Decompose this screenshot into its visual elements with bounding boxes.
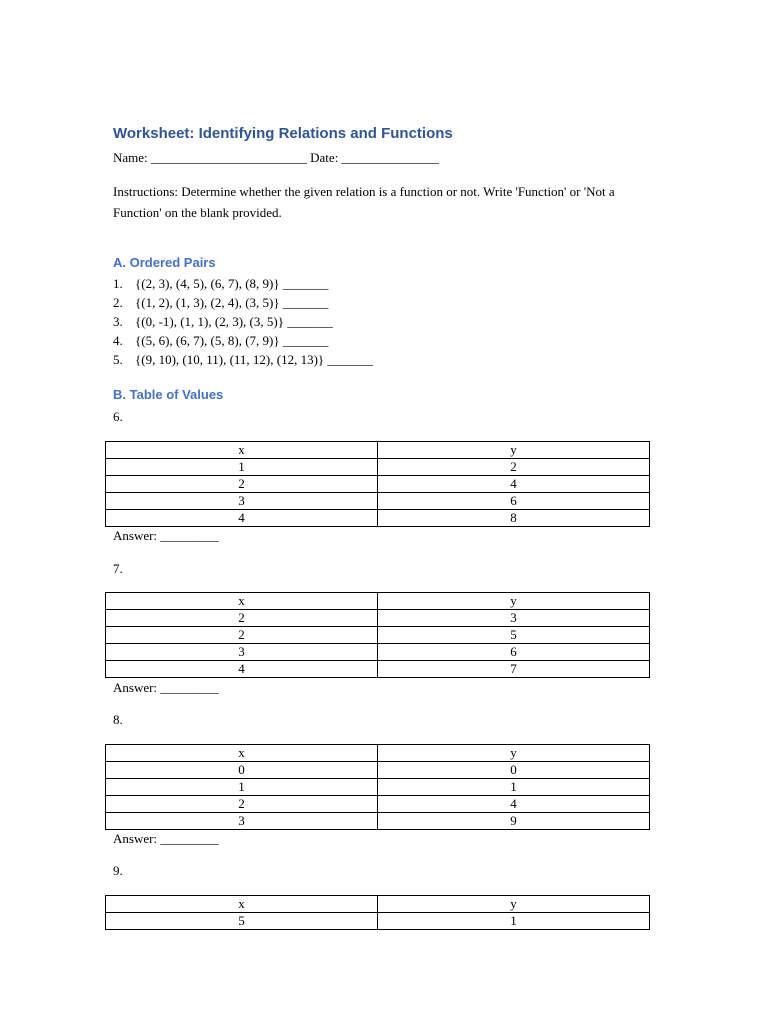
list-item bbox=[113, 314, 333, 330]
list-item bbox=[113, 276, 328, 292]
table-row bbox=[106, 661, 650, 678]
table-row bbox=[106, 813, 650, 830]
cell-x: 1 bbox=[106, 779, 378, 796]
table-8-label: 8. bbox=[113, 712, 123, 727]
cell-x: 4 bbox=[106, 661, 378, 678]
cell-x: 3 bbox=[106, 813, 378, 830]
cell-x: 0 bbox=[106, 762, 378, 779]
table-row bbox=[106, 779, 650, 796]
cell-x: 2 bbox=[106, 796, 378, 813]
header-x: x bbox=[106, 745, 378, 762]
cell-y: 1 bbox=[378, 779, 650, 796]
section-a-heading: A. Ordered Pairs bbox=[113, 255, 216, 270]
cell-y: 4 bbox=[378, 796, 650, 813]
table-row bbox=[106, 762, 650, 779]
table-row bbox=[106, 610, 650, 627]
table-row bbox=[106, 644, 650, 661]
table-7 bbox=[105, 592, 650, 678]
cell-x: 2 bbox=[106, 610, 378, 627]
cell-x: 2 bbox=[106, 476, 378, 493]
item-text: {(5, 6), (6, 7), (5, 8), (7, 9)} _______ bbox=[135, 333, 329, 348]
table-9 bbox=[105, 895, 650, 930]
cell-x: 4 bbox=[106, 510, 378, 527]
table-row bbox=[106, 510, 650, 527]
instructions-text: Instructions: Determine whether the given relation is a function or not. Write 'Function' or 'Not a Function' on the blank provided. bbox=[113, 184, 615, 220]
item-number: 3. bbox=[113, 314, 123, 329]
item-number: 4. bbox=[113, 333, 123, 348]
list-item bbox=[113, 333, 328, 349]
table-row bbox=[106, 476, 650, 493]
cell-y: 6 bbox=[378, 493, 650, 510]
header-y: y bbox=[378, 593, 650, 610]
cell-y: 1 bbox=[378, 913, 650, 930]
cell-y: 0 bbox=[378, 762, 650, 779]
section-b-heading: B. Table of Values bbox=[113, 387, 224, 402]
name-date-line: Name: ________________________ Date: _______________ bbox=[113, 150, 440, 165]
cell-x: 3 bbox=[106, 493, 378, 510]
item-text: {(0, -1), (1, 1), (2, 3), (3, 5)} _______ bbox=[135, 314, 333, 329]
table-header-row bbox=[106, 442, 650, 459]
header-x: x bbox=[106, 896, 378, 913]
answer-line-7: Answer: _________ bbox=[113, 680, 219, 695]
header-y: y bbox=[378, 745, 650, 762]
cell-x: 5 bbox=[106, 913, 378, 930]
table-row bbox=[106, 493, 650, 510]
table-row bbox=[106, 459, 650, 476]
item-number: 1. bbox=[113, 276, 123, 291]
cell-y: 5 bbox=[378, 627, 650, 644]
table-row bbox=[106, 627, 650, 644]
cell-x: 2 bbox=[106, 627, 378, 644]
cell-y: 2 bbox=[378, 459, 650, 476]
header-y: y bbox=[378, 896, 650, 913]
worksheet-title: Worksheet: Identifying Relations and Functions bbox=[113, 125, 453, 142]
item-text: {(2, 3), (4, 5), (6, 7), (8, 9)} _______ bbox=[135, 276, 329, 291]
item-text: {(1, 2), (1, 3), (2, 4), (3, 5)} _______ bbox=[135, 295, 329, 310]
cell-x: 1 bbox=[106, 459, 378, 476]
item-number: 2. bbox=[113, 295, 123, 310]
table-6 bbox=[105, 441, 650, 527]
header-x: x bbox=[106, 593, 378, 610]
table-6-label: 6. bbox=[113, 409, 123, 424]
table-header-row bbox=[106, 593, 650, 610]
cell-y: 4 bbox=[378, 476, 650, 493]
cell-y: 3 bbox=[378, 610, 650, 627]
header-x: x bbox=[106, 442, 378, 459]
list-item bbox=[113, 295, 328, 311]
cell-y: 7 bbox=[378, 661, 650, 678]
table-8 bbox=[105, 744, 650, 830]
cell-x: 3 bbox=[106, 644, 378, 661]
answer-line-6: Answer: _________ bbox=[113, 528, 219, 543]
header-y: y bbox=[378, 442, 650, 459]
list-item bbox=[113, 352, 373, 368]
cell-y: 9 bbox=[378, 813, 650, 830]
item-number: 5. bbox=[113, 352, 123, 367]
table-9-label: 9. bbox=[113, 863, 123, 878]
table-header-row bbox=[106, 896, 650, 913]
answer-line-8: Answer: _________ bbox=[113, 831, 219, 846]
cell-y: 8 bbox=[378, 510, 650, 527]
table-row bbox=[106, 913, 650, 930]
item-text: {(9, 10), (10, 11), (11, 12), (12, 13)} _______ bbox=[135, 352, 373, 367]
table-header-row bbox=[106, 745, 650, 762]
cell-y: 6 bbox=[378, 644, 650, 661]
table-7-label: 7. bbox=[113, 561, 123, 576]
table-row bbox=[106, 796, 650, 813]
